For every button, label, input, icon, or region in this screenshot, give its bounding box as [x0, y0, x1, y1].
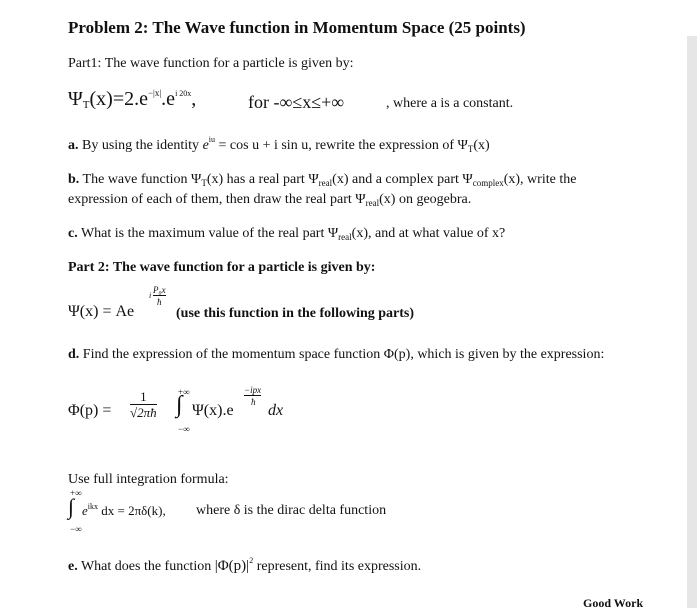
- question-b-line1: b. The wave function $\Psi_T(x)$ has a real part $\Psi_{real}(x)$ and a complex part $\Psi_{complex}(x)$, write the: [68, 172, 577, 188]
- phi-integrand: Ψ(x).e: [192, 402, 234, 419]
- question-a: a. By using the identity $e^{iu} = \cos u + i$ sin u, rewrite the expression of $\Psi_T(x)$: [68, 135, 490, 154]
- part1-domain: for -∞≤x≤+∞: [248, 92, 345, 112]
- question-e: e. What does the function $|\Phi(p)|^2$ represent, find its expression.: [68, 556, 422, 574]
- part1-note: , where a is a constant.: [386, 96, 514, 111]
- formula-lower-limit: −∞: [70, 524, 82, 534]
- part2-exp-num: P₀x: [153, 285, 166, 295]
- integral-sign: ∫: [176, 392, 183, 418]
- problem-title: Problem 2: The Wave function in Momentum Space (25 points): [68, 18, 526, 37]
- part2-exp-i: i: [149, 291, 152, 300]
- formula-intro: Use full integration formula:: [68, 472, 229, 487]
- phi-lower-limit: −∞: [178, 424, 190, 434]
- phi-exp-den: ħ: [251, 397, 256, 407]
- question-b-line2: expression of each of them, then draw the real part $\Psi_{real}(x)$ on geogebra.: [68, 192, 472, 208]
- formula-note: where δ is the dirac delta function: [196, 503, 387, 518]
- part2-exp-den: ħ: [157, 297, 162, 307]
- part1-intro: Part1: The wave function for a particle is given by:: [68, 56, 354, 71]
- formula-integral-sign: ∫: [68, 494, 75, 519]
- question-c: c. What is the maximum value of the real part $\Psi_{real}(x)$, and at what value of x?: [68, 226, 506, 242]
- phi-fraction: $\frac{1}{√2\pi ħ}$: [130, 389, 157, 420]
- formula-equation: $e^{ikx}$ dx = 2πδ(k),: [82, 502, 166, 518]
- phi-lhs: Φ(p) =: [68, 402, 112, 419]
- phi-dx: dx: [268, 402, 284, 419]
- part2-equation: Ψ(x) = Ae: [68, 303, 135, 320]
- part1-equation: $\Psi_T(x)=2.e^{-|x|}.e^{i 20x}$,: [68, 88, 197, 111]
- part2-heading: Part 2: The wave function for a particle is given by:: [68, 260, 376, 275]
- formula-upper-limit: +∞: [70, 488, 82, 498]
- psi-symbol: Ψ: [68, 88, 83, 110]
- phi-exp-num: −ipx: [244, 385, 262, 395]
- phi-upper-limit: +∞: [178, 387, 190, 397]
- scrollbar-track: [687, 36, 697, 608]
- footer-text: Good Work: [583, 596, 644, 610]
- part2-note: (use this function in the following parts): [176, 306, 415, 321]
- question-d: d. Find the expression of the momentum space function Φ(p), which is given by the expression:: [68, 347, 605, 362]
